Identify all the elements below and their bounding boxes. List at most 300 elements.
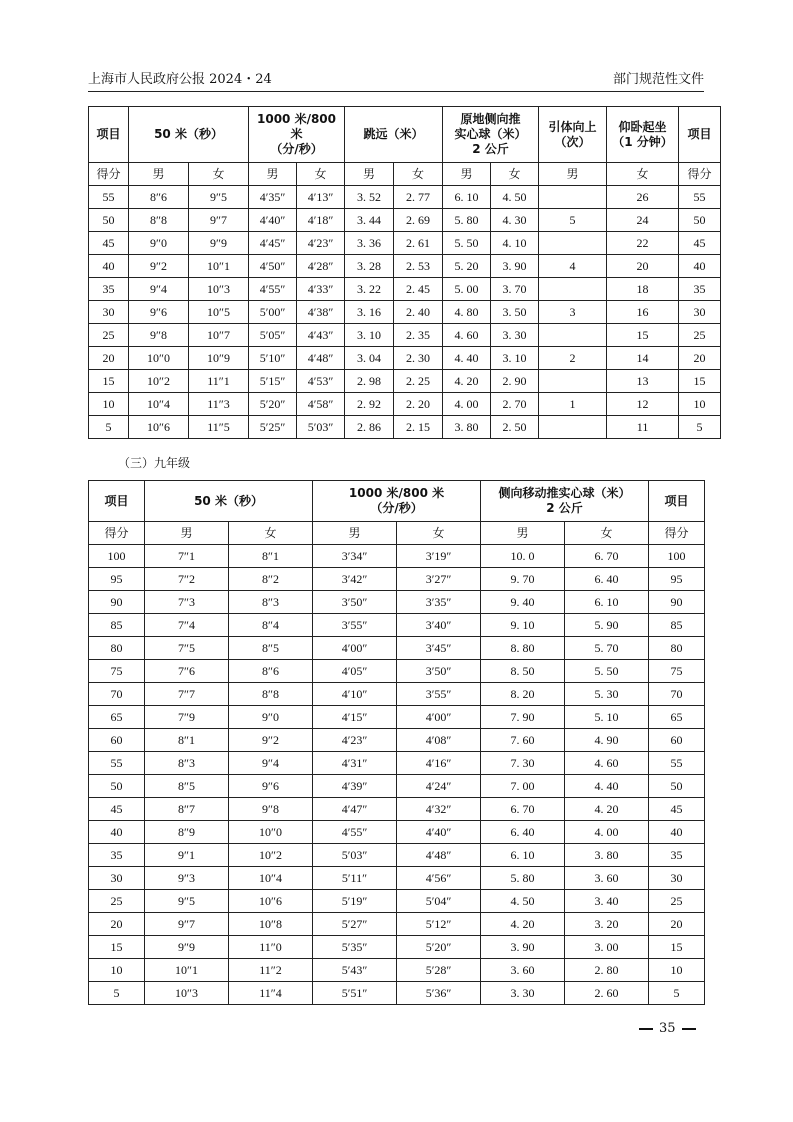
- subheader-gender: 男: [539, 163, 607, 186]
- table-cell: 20: [89, 913, 145, 936]
- table-cell: [539, 186, 607, 209]
- header-ball-line2: 实心球（米）: [454, 127, 527, 141]
- table-cell: 5: [679, 416, 721, 439]
- table-cell: 30: [89, 867, 145, 890]
- table-cell: 9″3: [145, 867, 229, 890]
- table-cell: 4′00″: [313, 637, 397, 660]
- table-cell: 4. 00: [565, 821, 649, 844]
- table-cell: 15: [607, 324, 679, 347]
- table-cell: 4′10″: [313, 683, 397, 706]
- table-cell: 5. 80: [481, 867, 565, 890]
- table-cell: 9″7: [189, 209, 249, 232]
- table-cell: 2: [539, 347, 607, 370]
- header-1000m: [249, 107, 345, 163]
- table-cell: 95: [89, 568, 145, 591]
- table-cell: 2. 15: [394, 416, 443, 439]
- table-cell: 100: [89, 545, 145, 568]
- table-cell: 6. 40: [481, 821, 565, 844]
- table-cell: 9″1: [145, 844, 229, 867]
- header-pullup-line1: 引体向上: [548, 119, 597, 134]
- table-row: [89, 370, 721, 393]
- table-cell: 60: [649, 729, 705, 752]
- table-cell: 7″3: [145, 591, 229, 614]
- table-cell: 7″2: [145, 568, 229, 591]
- subheader-score: 得分: [679, 163, 721, 186]
- table-cell: [539, 370, 607, 393]
- table-cell: 7″7: [145, 683, 229, 706]
- table-cell: 2. 35: [394, 324, 443, 347]
- table-row: [89, 821, 705, 844]
- table-cell: 50: [89, 775, 145, 798]
- table-cell: 4′47″: [313, 798, 397, 821]
- table-cell: 8. 80: [481, 637, 565, 660]
- table-row: [89, 959, 705, 982]
- table-cell: 35: [649, 844, 705, 867]
- table-cell: 11″0: [229, 936, 313, 959]
- table-cell: 11″1: [189, 370, 249, 393]
- table-cell: 4′40″: [397, 821, 481, 844]
- table-cell: 4. 20: [565, 798, 649, 821]
- table-cell: 2. 50: [491, 416, 539, 439]
- table-cell: 5. 50: [443, 232, 491, 255]
- table-cell: 3. 20: [565, 913, 649, 936]
- footer-dash-right: [682, 1028, 696, 1030]
- table-cell: 5′00″: [249, 301, 297, 324]
- table-cell: 3′50″: [397, 660, 481, 683]
- table-cell: 8. 50: [481, 660, 565, 683]
- table-cell: 4′18″: [297, 209, 345, 232]
- table-cell: 25: [649, 890, 705, 913]
- table-cell: 10: [679, 393, 721, 416]
- table-cell: 4. 60: [443, 324, 491, 347]
- table-cell: 80: [649, 637, 705, 660]
- table-cell: 10″2: [229, 844, 313, 867]
- table-cell: 9″7: [145, 913, 229, 936]
- table-cell: 5. 70: [565, 637, 649, 660]
- header-1000m-line2: （分/秒）: [370, 501, 423, 515]
- table-cell: 2. 80: [565, 959, 649, 982]
- table-cell: 8″6: [229, 660, 313, 683]
- table-cell: 9″0: [229, 706, 313, 729]
- table-cell: 18: [607, 278, 679, 301]
- page-number: 35: [659, 1021, 676, 1036]
- table-cell: 5′43″: [313, 959, 397, 982]
- table-cell: 3′50″: [313, 591, 397, 614]
- table-cell: 3. 04: [345, 347, 394, 370]
- table-cell: [539, 232, 607, 255]
- header-divider: [88, 91, 704, 92]
- header-ball-line2: 2 公斤: [546, 501, 583, 515]
- table-cell: 75: [649, 660, 705, 683]
- subheader-gender: 女: [394, 163, 443, 186]
- table-cell: 4′16″: [397, 752, 481, 775]
- table-cell: 6. 10: [481, 844, 565, 867]
- table-cell: 7″9: [145, 706, 229, 729]
- table-cell: 5. 20: [443, 255, 491, 278]
- table-cell: 5′03″: [313, 844, 397, 867]
- table-cell: 4. 40: [565, 775, 649, 798]
- table-cell: 3′55″: [397, 683, 481, 706]
- table-cell: 26: [607, 186, 679, 209]
- table-cell: 3. 44: [345, 209, 394, 232]
- table-row: [89, 844, 705, 867]
- table-cell: 1: [539, 393, 607, 416]
- table-cell: 10″0: [129, 347, 189, 370]
- table-cell: 2. 86: [345, 416, 394, 439]
- table-cell: 3′42″: [313, 568, 397, 591]
- table-cell: [539, 416, 607, 439]
- table-row: [89, 209, 721, 232]
- table-row: [89, 416, 721, 439]
- table-cell: 6. 10: [565, 591, 649, 614]
- table-cell: 7. 00: [481, 775, 565, 798]
- table-row: [89, 660, 705, 683]
- table-cell: 10″4: [229, 867, 313, 890]
- table-cell: 4′58″: [297, 393, 345, 416]
- table-cell: 3′27″: [397, 568, 481, 591]
- header-1000m: [313, 481, 481, 522]
- header-long-jump: 跳远（米）: [345, 107, 443, 163]
- table-cell: 100: [649, 545, 705, 568]
- table-cell: 8″4: [229, 614, 313, 637]
- subheader-gender: 男: [443, 163, 491, 186]
- table-row: [89, 982, 705, 1005]
- table-cell: 5′25″: [249, 416, 297, 439]
- table-cell: 6. 70: [565, 545, 649, 568]
- table-cell: 6. 10: [443, 186, 491, 209]
- table-cell: 5′36″: [397, 982, 481, 1005]
- page-footer: [633, 1021, 702, 1036]
- subheader-gender: 男: [481, 522, 565, 545]
- table-cell: 7″1: [145, 545, 229, 568]
- table-cell: 9″5: [189, 186, 249, 209]
- table-cell: 4′24″: [397, 775, 481, 798]
- table-row: [89, 614, 705, 637]
- table-row: [89, 683, 705, 706]
- table-row: [89, 752, 705, 775]
- table-cell: [539, 278, 607, 301]
- table-cell: 2. 69: [394, 209, 443, 232]
- table-row: [89, 706, 705, 729]
- header-situp-line1: 仰卧起坐: [618, 119, 667, 134]
- table-cell: 4′33″: [297, 278, 345, 301]
- score-table-grade8: [88, 106, 721, 439]
- table-cell: 10″7: [189, 324, 249, 347]
- table-cell: 4′13″: [297, 186, 345, 209]
- table-cell: 20: [679, 347, 721, 370]
- table-cell: 50: [649, 775, 705, 798]
- table-cell: 7″5: [145, 637, 229, 660]
- subheader-score: 得分: [89, 522, 145, 545]
- table-cell: 8″8: [229, 683, 313, 706]
- subheader-gender: 女: [229, 522, 313, 545]
- table-cell: 4′48″: [297, 347, 345, 370]
- table-cell: 3. 10: [345, 324, 394, 347]
- table-cell: 5′15″: [249, 370, 297, 393]
- header-ball-line1: 原地侧向推: [460, 112, 521, 126]
- table-cell: 5. 80: [443, 209, 491, 232]
- table-cell: 30: [89, 301, 129, 324]
- table-cell: 2. 90: [491, 370, 539, 393]
- table-cell: 4. 20: [443, 370, 491, 393]
- table-cell: 8″5: [229, 637, 313, 660]
- table-cell: 4. 00: [443, 393, 491, 416]
- table-cell: 2. 25: [394, 370, 443, 393]
- table-row: [89, 255, 721, 278]
- table-cell: 5: [539, 209, 607, 232]
- table-cell: 5′04″: [397, 890, 481, 913]
- table-cell: 9″6: [129, 301, 189, 324]
- table-cell: 2. 60: [565, 982, 649, 1005]
- table-cell: 20: [607, 255, 679, 278]
- table-cell: 12: [607, 393, 679, 416]
- table-cell: 2. 70: [491, 393, 539, 416]
- table-cell: 55: [649, 752, 705, 775]
- table-cell: 4′05″: [313, 660, 397, 683]
- table-cell: 45: [649, 798, 705, 821]
- table-cell: 25: [89, 324, 129, 347]
- table-cell: 4. 90: [565, 729, 649, 752]
- table-cell: 5′27″: [313, 913, 397, 936]
- table-cell: 4′31″: [313, 752, 397, 775]
- table-cell: 22: [607, 232, 679, 255]
- table-cell: 4′00″: [397, 706, 481, 729]
- table-cell: 9″9: [189, 232, 249, 255]
- table-cell: 9″2: [129, 255, 189, 278]
- table-cell: 9″6: [229, 775, 313, 798]
- document-category: 部门规范性文件: [612, 72, 704, 87]
- subheader-gender: 男: [129, 163, 189, 186]
- table-cell: 9″0: [129, 232, 189, 255]
- table-cell: 4. 10: [491, 232, 539, 255]
- table-cell: 65: [89, 706, 145, 729]
- table-cell: 10″1: [189, 255, 249, 278]
- table-cell: 4′39″: [313, 775, 397, 798]
- table-cell: 3. 80: [565, 844, 649, 867]
- table-cell: 5. 00: [443, 278, 491, 301]
- table-row: [89, 186, 721, 209]
- table-cell: 30: [679, 301, 721, 324]
- table-cell: 5. 50: [565, 660, 649, 683]
- table-cell: 4. 50: [491, 186, 539, 209]
- table-cell: 10. 0: [481, 545, 565, 568]
- table-row: [89, 775, 705, 798]
- header-medicine-ball: [481, 481, 649, 522]
- subheader-gender: 女: [189, 163, 249, 186]
- table-cell: 9″5: [145, 890, 229, 913]
- table-cell: 10″8: [229, 913, 313, 936]
- table-cell: 9″8: [129, 324, 189, 347]
- table-cell: 8″1: [145, 729, 229, 752]
- table-cell: 15: [89, 936, 145, 959]
- table-cell: 3. 10: [491, 347, 539, 370]
- table-cell: 5′51″: [313, 982, 397, 1005]
- table-row: [89, 232, 721, 255]
- table-cell: 25: [679, 324, 721, 347]
- table-cell: 14: [607, 347, 679, 370]
- table-cell: 10: [89, 959, 145, 982]
- table-cell: 3. 90: [491, 255, 539, 278]
- table-cell: 40: [89, 255, 129, 278]
- table-cell: 8″5: [145, 775, 229, 798]
- table-cell: 75: [89, 660, 145, 683]
- table-cell: 35: [89, 278, 129, 301]
- header-item: 项目: [89, 107, 129, 163]
- table-cell: 6. 40: [565, 568, 649, 591]
- table-cell: 4′50″: [249, 255, 297, 278]
- table-cell: 20: [89, 347, 129, 370]
- table-cell: 4′28″: [297, 255, 345, 278]
- header-situp-line2: （1 分钟）: [612, 134, 673, 149]
- table-cell: 4′53″: [297, 370, 345, 393]
- table-cell: 3. 30: [491, 324, 539, 347]
- table-cell: 4′23″: [297, 232, 345, 255]
- table-cell: 8″3: [145, 752, 229, 775]
- table-cell: 15: [649, 936, 705, 959]
- table-cell: 9. 40: [481, 591, 565, 614]
- table-header-row: [89, 107, 721, 163]
- table-cell: 13: [607, 370, 679, 393]
- table-row: [89, 278, 721, 301]
- table-cell: 2. 30: [394, 347, 443, 370]
- table-cell: 5: [89, 416, 129, 439]
- table-cell: 15: [679, 370, 721, 393]
- table-cell: 3. 60: [565, 867, 649, 890]
- table-cell: 10″0: [229, 821, 313, 844]
- table-row: [89, 568, 705, 591]
- table-cell: 30: [649, 867, 705, 890]
- table-cell: 24: [607, 209, 679, 232]
- table-cell: 3′35″: [397, 591, 481, 614]
- table-cell: 2. 77: [394, 186, 443, 209]
- table-cell: 4′23″: [313, 729, 397, 752]
- page-header: [88, 66, 704, 88]
- table-cell: 2. 98: [345, 370, 394, 393]
- table-cell: 65: [649, 706, 705, 729]
- header-1000m-line2: （分/秒）: [270, 142, 323, 156]
- table-subheader-row: [89, 163, 721, 186]
- table-cell: 4′38″: [297, 301, 345, 324]
- table-cell: 70: [89, 683, 145, 706]
- subheader-score: 得分: [649, 522, 705, 545]
- subheader-gender: 男: [145, 522, 229, 545]
- table-cell: 10″6: [229, 890, 313, 913]
- table-row: [89, 591, 705, 614]
- table-cell: 5′35″: [313, 936, 397, 959]
- table-cell: 3. 52: [345, 186, 394, 209]
- table-cell: 70: [649, 683, 705, 706]
- table-cell: 3. 70: [491, 278, 539, 301]
- table-cell: 7. 60: [481, 729, 565, 752]
- table-cell: 4′35″: [249, 186, 297, 209]
- table-cell: 3. 28: [345, 255, 394, 278]
- table-cell: 5′03″: [297, 416, 345, 439]
- table-cell: 5′11″: [313, 867, 397, 890]
- table-cell: 3: [539, 301, 607, 324]
- table-cell: 10″4: [129, 393, 189, 416]
- table-cell: 8″3: [229, 591, 313, 614]
- table-cell: 3. 00: [565, 936, 649, 959]
- table-cell: 4′43″: [297, 324, 345, 347]
- table-cell: 3. 36: [345, 232, 394, 255]
- table-cell: 11″4: [229, 982, 313, 1005]
- table-cell: 11″2: [229, 959, 313, 982]
- table-cell: 9″8: [229, 798, 313, 821]
- table-cell: 5′19″: [313, 890, 397, 913]
- table-cell: 3. 22: [345, 278, 394, 301]
- table-cell: 15: [89, 370, 129, 393]
- table-cell: 2. 45: [394, 278, 443, 301]
- subheader-gender: 女: [397, 522, 481, 545]
- table-cell: 40: [89, 821, 145, 844]
- table-cell: 40: [649, 821, 705, 844]
- table-row: [89, 637, 705, 660]
- score-table-grade9: [88, 480, 705, 1005]
- table-cell: 40: [679, 255, 721, 278]
- table-cell: 2. 20: [394, 393, 443, 416]
- table-cell: 10: [649, 959, 705, 982]
- header-item-right: 项目: [649, 481, 705, 522]
- table-cell: 4. 30: [491, 209, 539, 232]
- table-row: [89, 545, 705, 568]
- table-cell: 3′55″: [313, 614, 397, 637]
- table-cell: 11″5: [189, 416, 249, 439]
- table-cell: 9. 70: [481, 568, 565, 591]
- table-cell: 8″2: [229, 568, 313, 591]
- table-subheader-row: [89, 522, 705, 545]
- table-cell: 35: [89, 844, 145, 867]
- table-cell: [539, 324, 607, 347]
- table-cell: 9″4: [229, 752, 313, 775]
- table-cell: 80: [89, 637, 145, 660]
- table-row: [89, 301, 721, 324]
- table-cell: 3. 16: [345, 301, 394, 324]
- table-cell: 4′55″: [313, 821, 397, 844]
- header-50m: 50 米（秒）: [129, 107, 249, 163]
- table-cell: 3. 80: [443, 416, 491, 439]
- table-cell: 25: [89, 890, 145, 913]
- table-cell: 4′55″: [249, 278, 297, 301]
- table-row: [89, 890, 705, 913]
- table-cell: 20: [649, 913, 705, 936]
- table-cell: 5: [89, 982, 145, 1005]
- header-ball-line1: 侧向移动推实心球（米）: [498, 486, 631, 500]
- table-cell: 90: [649, 591, 705, 614]
- table-cell: 95: [649, 568, 705, 591]
- table-header-row: [89, 481, 705, 522]
- table-cell: 3′19″: [397, 545, 481, 568]
- table-cell: 16: [607, 301, 679, 324]
- table-cell: 90: [89, 591, 145, 614]
- subheader-score: 得分: [89, 163, 129, 186]
- table-cell: 85: [649, 614, 705, 637]
- table-cell: 3′45″: [397, 637, 481, 660]
- table-row: [89, 913, 705, 936]
- table-cell: 45: [89, 798, 145, 821]
- table-cell: 55: [89, 186, 129, 209]
- subheader-gender: 女: [297, 163, 345, 186]
- table-cell: 4. 20: [481, 913, 565, 936]
- section-label-grade9: （三）九年级: [118, 456, 191, 470]
- table-cell: 7. 90: [481, 706, 565, 729]
- header-pullup-line2: （次）: [554, 134, 591, 149]
- table-cell: 7. 30: [481, 752, 565, 775]
- table-cell: 10″2: [129, 370, 189, 393]
- table-row: [89, 867, 705, 890]
- table-cell: 10″3: [145, 982, 229, 1005]
- table-cell: 11: [607, 416, 679, 439]
- table-cell: 8″6: [129, 186, 189, 209]
